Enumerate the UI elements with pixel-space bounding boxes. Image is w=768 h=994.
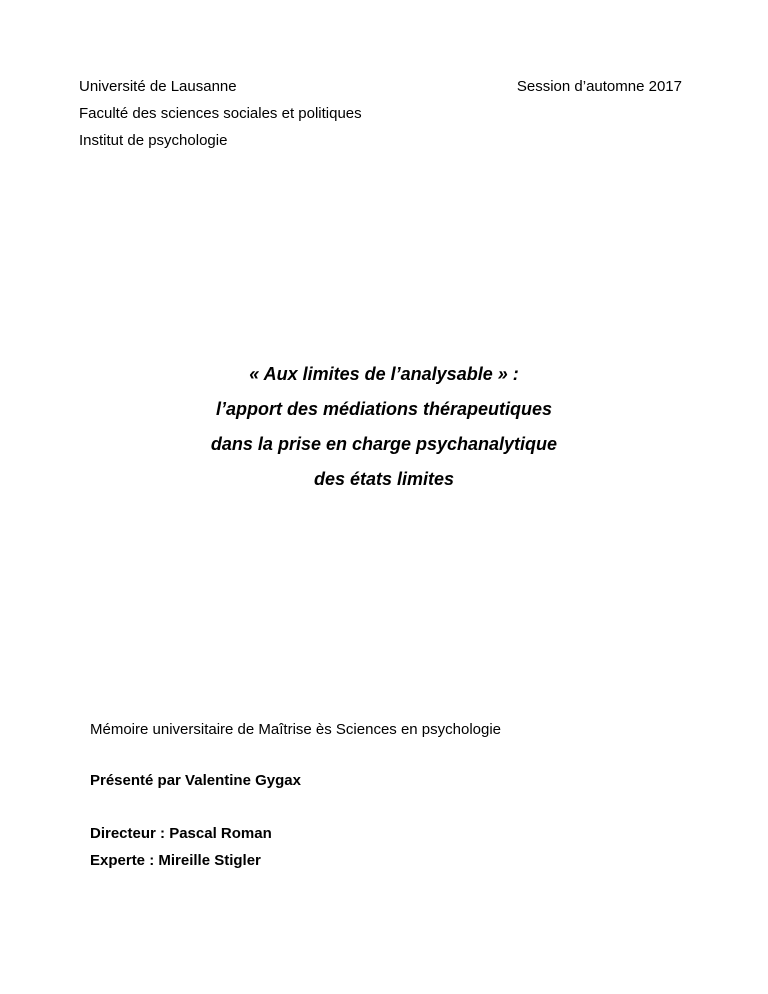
- header-row: [79, 73, 682, 100]
- thesis-title-line-3: dans la prise en charge psychanalytique: [210, 434, 558, 454]
- director-line: Directeur : Pascal Roman: [90, 825, 272, 842]
- header-block: [79, 73, 682, 154]
- thesis-title: [0, 357, 768, 497]
- footer-block: [90, 716, 688, 874]
- faculty-name: Faculté des sciences sociales et politiques: [79, 105, 362, 122]
- institution-name: Université de Lausanne: [79, 78, 237, 95]
- thesis-title-line-4: des états limites: [313, 469, 455, 489]
- degree-description: Mémoire universitaire de Maîtrise ès Sciences en psychologie: [90, 721, 502, 738]
- thesis-title-line-1: « Aux limites de l’analysable » :: [249, 364, 519, 384]
- thesis-title-line-2: l’apport des médiations thérapeutiques: [215, 399, 553, 419]
- institute-name: Institut de psychologie: [79, 132, 228, 149]
- session-label: Session d’automne 2017: [516, 78, 682, 95]
- author-line: Présenté par Valentine Gygax: [90, 772, 301, 789]
- expert-line: Experte : Mireille Stigler: [90, 852, 261, 869]
